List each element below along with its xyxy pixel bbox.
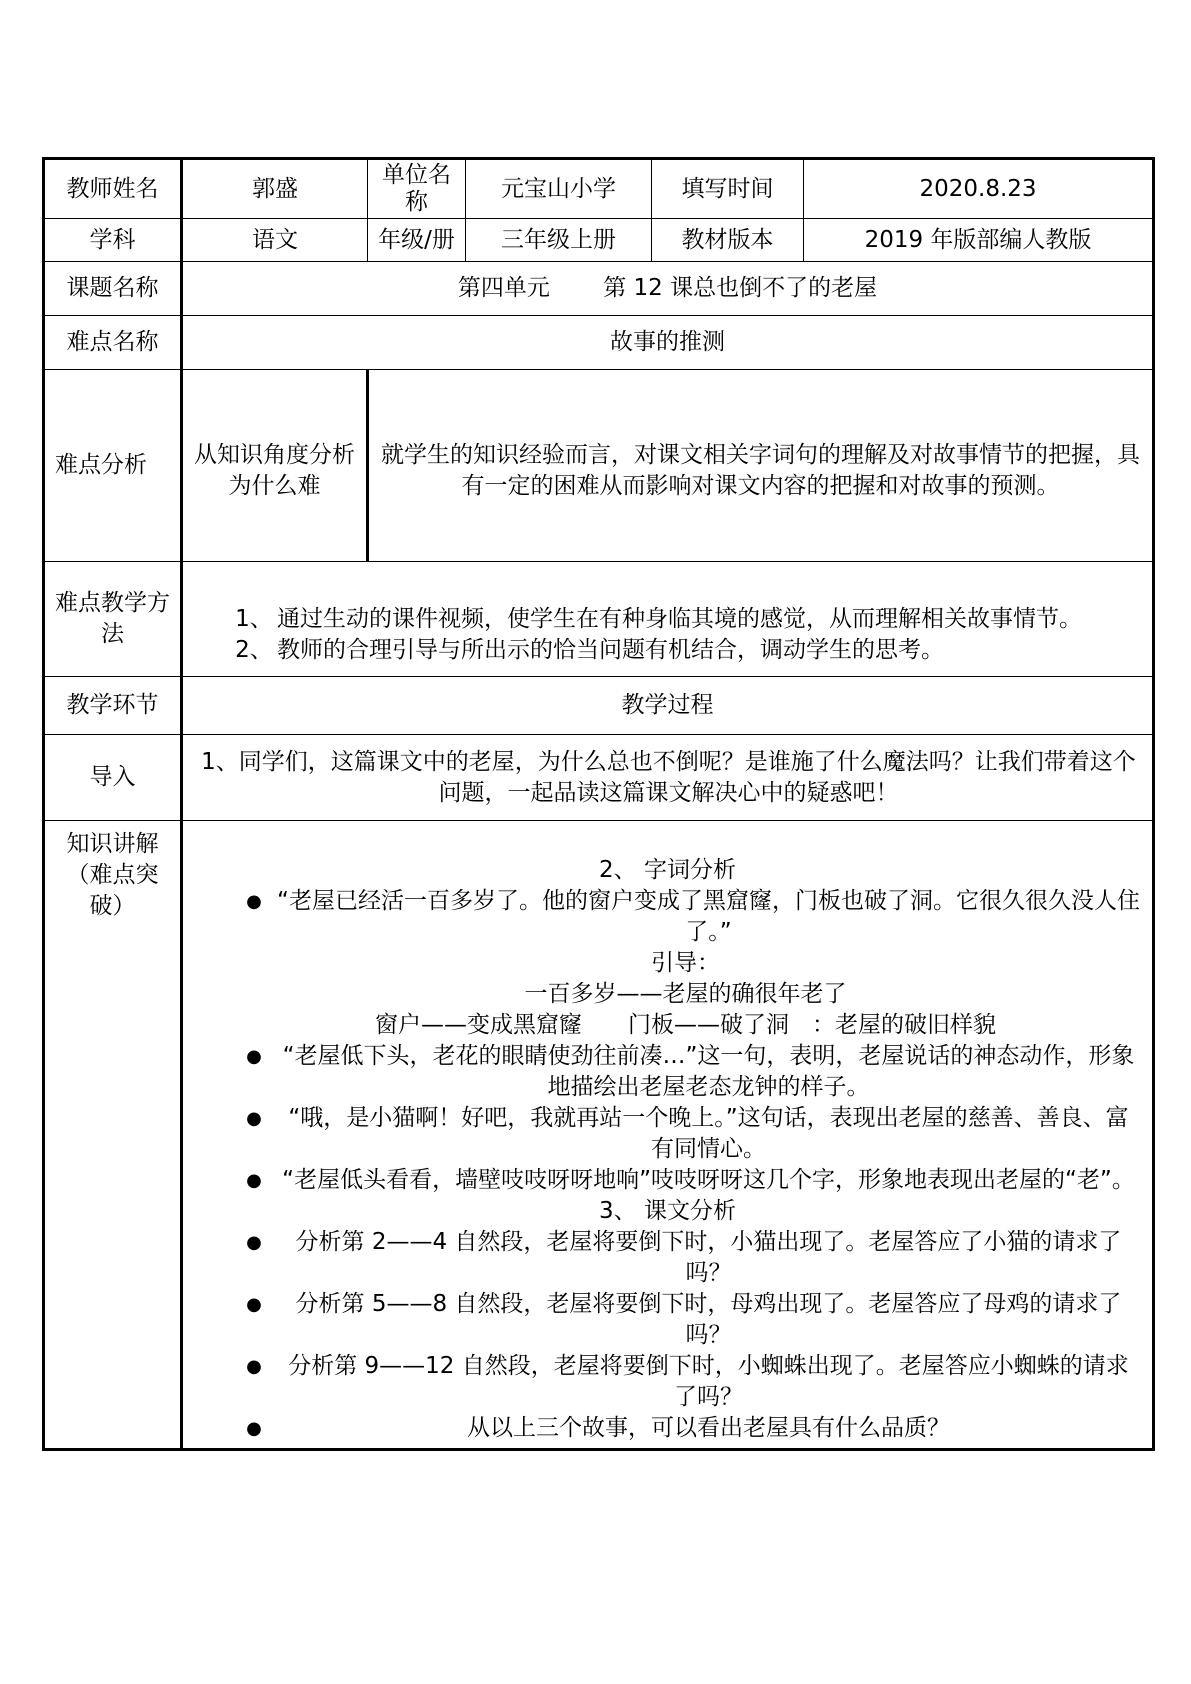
- edition-value: 2019 年版部编人教版: [804, 219, 1154, 262]
- section-3-bullet-3: [195, 1351, 1140, 1413]
- bullet-icon: ●: [246, 1232, 262, 1253]
- section-2-bullet-3: [195, 1103, 1140, 1165]
- teacher-name-value: 郭盛: [182, 159, 368, 219]
- section-2-bullet-2: [195, 1041, 1140, 1103]
- process-stage-label: 教学环节: [44, 677, 182, 735]
- unit-name-label-line2: 称: [405, 189, 428, 215]
- analysis-sublabel-line2: 为什么难: [228, 473, 321, 499]
- difficulty-label: 难点名称: [44, 316, 182, 370]
- methods-label-line2: 法: [101, 621, 124, 647]
- knowledge-label-line3: 破）: [89, 893, 136, 919]
- intro-row: [44, 735, 1154, 821]
- knowledge-label: [44, 821, 182, 1450]
- section-2-bullet-1-text: “老屋已经活一百多岁了。他的窗户变成了黑窟窿，门板也破了洞。它很久很久没人住了。”: [277, 888, 1140, 945]
- section-2-bullet-4: [195, 1165, 1140, 1196]
- header-row-1: [44, 159, 1154, 219]
- method-item-1-text: 通过生动的课件视频，使学生在有种身临其境的感觉，从而理解相关故事情节。: [277, 606, 1082, 632]
- methods-label-line1: 难点教学方: [55, 590, 170, 616]
- section-2-bullet-4-text: “老屋低头看看，墙壁吱吱呀呀地响”吱吱呀呀这几个字，形象地表现出老屋的“老”。: [282, 1167, 1135, 1193]
- section-3-title: 3、 课文分析: [599, 1198, 736, 1224]
- subject-label: 学科: [44, 219, 182, 262]
- topic-value: 第四单元 第 12 课总也倒不了的老屋: [182, 262, 1154, 316]
- method-item-1-num: 1、: [235, 606, 273, 632]
- header-row-2: [44, 219, 1154, 262]
- topic-label: 课题名称: [44, 262, 182, 316]
- section-2-title: 2、 字词分析: [599, 857, 736, 883]
- fill-date-value: 2020.8.23: [804, 159, 1154, 219]
- intro-label: 导入: [44, 735, 182, 821]
- knowledge-label-line2: （难点突: [66, 862, 159, 888]
- knowledge-row: [44, 821, 1154, 1450]
- section-3-bullet-4-text: 从以上三个故事，可以看出老屋具有什么品质？: [467, 1415, 950, 1441]
- section-2-bullet-1: [195, 886, 1140, 948]
- teacher-name-label: 教师姓名: [44, 159, 182, 219]
- process-header-row: [44, 677, 1154, 735]
- process-header-value: 教学过程: [182, 677, 1154, 735]
- bullet-icon: ●: [246, 1356, 262, 1377]
- lesson-plan-table: [42, 157, 1155, 1451]
- methods-row: [44, 562, 1154, 677]
- bullet-icon: ●: [246, 891, 262, 912]
- section-3-bullet-4: [195, 1413, 1140, 1444]
- knowledge-label-line1: 知识讲解: [66, 831, 159, 857]
- grade-value: 三年级上册: [466, 219, 652, 262]
- difficulty-row: [44, 316, 1154, 370]
- bullet-icon: ●: [246, 1046, 262, 1067]
- subject-value: 语文: [182, 219, 368, 262]
- unit-name-label-line1: 单位名: [382, 162, 451, 188]
- bullet-icon: ●: [246, 1418, 262, 1439]
- guide-label: 引导：: [651, 950, 720, 976]
- difficulty-value: 故事的推测: [182, 316, 1154, 370]
- topic-row: [44, 262, 1154, 316]
- edition-label: 教材版本: [652, 219, 804, 262]
- bullet-icon: ●: [246, 1294, 262, 1315]
- unit-name-label: [368, 159, 466, 219]
- guide-line-1: 一百多岁——老屋的确很年老了: [524, 981, 847, 1007]
- bullet-icon: ●: [246, 1108, 262, 1129]
- methods-label: [44, 562, 182, 677]
- analysis-text: 就学生的知识经验而言，对课文相关字词句的理解及对故事情节的把握，具有一定的困难从而影响对课文内容的把握和对故事的预测。: [368, 370, 1154, 562]
- unit-name-value: 元宝山小学: [466, 159, 652, 219]
- method-item-2-num: 2、: [235, 637, 273, 663]
- fill-date-label: 填写时间: [652, 159, 804, 219]
- section-3-bullet-3-text: 分析第 9——12 自然段，老屋将要倒下时，小蜘蛛出现了。老屋答应小蜘蛛的请求了吗？: [288, 1353, 1129, 1410]
- guide-line-2: 窗户——变成黑窟窿 门板——破了洞 ：老屋的破旧样貌: [375, 1012, 996, 1038]
- method-item-1: [183, 604, 1152, 635]
- section-3-bullet-2: [195, 1289, 1140, 1351]
- methods-content: [182, 562, 1154, 677]
- analysis-sublabel: [182, 370, 368, 562]
- section-3-bullet-1: [195, 1227, 1140, 1289]
- analysis-sublabel-line1: 从知识角度分析: [194, 442, 355, 468]
- analysis-label: 难点分析: [44, 370, 182, 562]
- section-3-bullet-2-text: 分析第 5——8 自然段，老屋将要倒下时，母鸡出现了。老屋答应了母鸡的请求了吗？: [295, 1291, 1122, 1348]
- section-2-bullet-3-text: “哦，是小猫啊！好吧，我就再站一个晚上。”这句话，表现出老屋的慈善、善良、富有同情心。: [288, 1105, 1129, 1162]
- knowledge-content: [182, 821, 1154, 1450]
- intro-text: 1、同学们，这篇课文中的老屋，为什么总也不倒呢？是谁施了什么魔法吗？让我们带着这个问题，一起品读这篇课文解决心中的疑惑吧！: [182, 735, 1154, 821]
- bullet-icon: ●: [246, 1170, 262, 1191]
- method-item-2-text: 教师的合理引导与所出示的恰当问题有机结合，调动学生的思考。: [277, 637, 944, 663]
- section-2-bullet-2-text: “老屋低下头，老花的眼睛使劲往前凑…”这一句，表明，老屋说话的神态动作，形象地描绘出老屋老态龙钟的样子。: [282, 1043, 1135, 1100]
- method-item-2: [183, 635, 1152, 666]
- section-3-bullet-1-text: 分析第 2——4 自然段，老屋将要倒下时，小猫出现了。老屋答应了小猫的请求了吗？: [295, 1229, 1122, 1286]
- grade-label: 年级/册: [368, 219, 466, 262]
- analysis-row: [44, 370, 1154, 562]
